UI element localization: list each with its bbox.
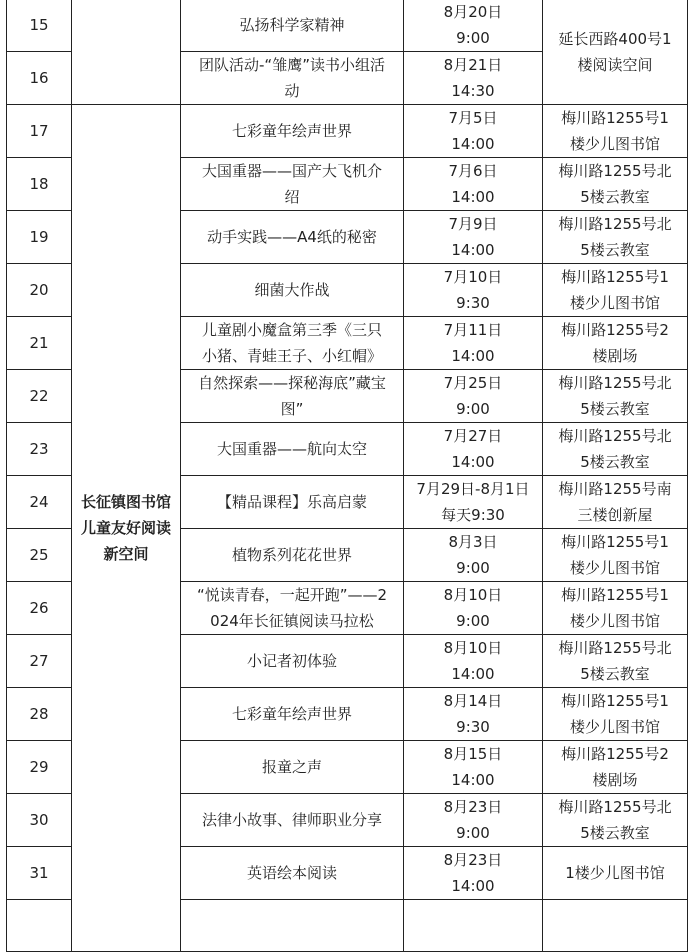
location-line: 楼剧场 xyxy=(592,771,638,789)
location-line: 5楼云教室 xyxy=(580,453,650,471)
activity-title xyxy=(181,52,404,105)
location-line: 5楼云教室 xyxy=(580,665,650,683)
activity-time xyxy=(404,158,543,211)
activity-time xyxy=(404,794,543,847)
time-line: 14:00 xyxy=(451,188,495,206)
location-line: 楼剧场 xyxy=(592,347,638,365)
row-number: 16 xyxy=(7,52,72,105)
row-number: 19 xyxy=(7,211,72,264)
row-number: 29 xyxy=(7,741,72,794)
time-line: 9:00 xyxy=(456,824,490,842)
time-line: 8月3日 xyxy=(448,533,498,551)
location-line: 梅川路1255号北 xyxy=(558,162,672,180)
title-line: 动手实践——A4纸的秘密 xyxy=(207,228,377,246)
activity-time xyxy=(404,317,543,370)
activity-location xyxy=(543,317,688,370)
time-line: 7月25日 xyxy=(443,374,503,392)
table-row xyxy=(7,105,688,158)
title-line: 小猪、青蛙王子、小红帽》 xyxy=(201,347,382,365)
time-line: 14:00 xyxy=(451,135,495,153)
title-line: 细菌大作战 xyxy=(254,281,330,299)
activity-time xyxy=(404,423,543,476)
title-line: “悦读青春，一起开跑”——2 xyxy=(196,586,388,604)
title-line: 报童之声 xyxy=(261,758,322,776)
location-line: 楼少儿图书馆 xyxy=(569,135,660,153)
activity-time xyxy=(404,635,543,688)
title-line: 动 xyxy=(284,82,300,100)
activity-time xyxy=(404,105,543,158)
time-line: 14:00 xyxy=(451,453,495,471)
title-line: 七彩童年绘声世界 xyxy=(231,122,352,140)
row-number: 18 xyxy=(7,158,72,211)
time-line: 8月14日 xyxy=(443,692,503,710)
title-line: 英语绘本阅读 xyxy=(246,864,337,882)
activity-title xyxy=(181,688,404,741)
location-line: 梅川路1255号1 xyxy=(561,109,669,127)
location-line: 5楼云教室 xyxy=(580,188,650,206)
row-number: 31 xyxy=(7,847,72,900)
row-number-empty xyxy=(7,900,72,952)
activity-title xyxy=(181,264,404,317)
activity-location xyxy=(543,529,688,582)
activity-title xyxy=(181,476,404,529)
title-line: 【精品课程】乐高启蒙 xyxy=(216,493,367,511)
title-line: 图” xyxy=(280,400,304,418)
activity-location xyxy=(543,688,688,741)
row-number: 17 xyxy=(7,105,72,158)
title-line: 小记者初体验 xyxy=(246,652,337,670)
location-line: 楼少儿图书馆 xyxy=(569,612,660,630)
time-line: 14:00 xyxy=(451,241,495,259)
location-line: 梅川路1255号北 xyxy=(558,374,672,392)
time-line: 8月23日 xyxy=(443,798,503,816)
activity-title xyxy=(181,847,404,900)
time-line: 8月21日 xyxy=(443,56,503,74)
location-line: 梅川路1255号1 xyxy=(561,692,669,710)
time-line: 14:00 xyxy=(451,771,495,789)
location-line: 楼阅读空间 xyxy=(577,55,653,74)
location-line: 梅川路1255号1 xyxy=(561,586,669,604)
title-line: 团队活动-“雏鹰”读书小组活 xyxy=(199,56,385,74)
row-number: 21 xyxy=(7,317,72,370)
row-number: 30 xyxy=(7,794,72,847)
activity-time xyxy=(404,370,543,423)
activity-title xyxy=(181,0,404,52)
row-number: 15 xyxy=(7,0,72,52)
time-line: 7月6日 xyxy=(448,162,498,180)
location-line: 楼少儿图书馆 xyxy=(569,559,660,577)
activity-location xyxy=(543,264,688,317)
location-line: 三楼创新屋 xyxy=(577,506,653,524)
time-line: 14:30 xyxy=(451,82,495,100)
time-line: 8月10日 xyxy=(443,586,503,604)
activity-location-empty xyxy=(543,900,688,952)
time-line: 14:00 xyxy=(451,877,495,895)
location-line: 梅川路1255号北 xyxy=(558,639,672,657)
activity-location xyxy=(543,847,688,900)
activity-schedule-table xyxy=(6,0,688,952)
time-line: 每天9:30 xyxy=(441,506,505,524)
activity-title xyxy=(181,105,404,158)
row-number: 22 xyxy=(7,370,72,423)
activity-time xyxy=(404,582,543,635)
activity-time xyxy=(404,529,543,582)
title-line: 七彩童年绘声世界 xyxy=(231,705,352,723)
title-line: 弘扬科学家精神 xyxy=(239,16,345,34)
row-number: 20 xyxy=(7,264,72,317)
location-line: 5楼云教室 xyxy=(580,824,650,842)
activity-location xyxy=(543,635,688,688)
time-line: 8月20日 xyxy=(443,3,503,21)
row-number: 28 xyxy=(7,688,72,741)
location-line: 楼少儿图书馆 xyxy=(569,294,660,312)
location-line: 梅川路1255号南 xyxy=(558,480,672,498)
time-line: 9:00 xyxy=(456,612,490,630)
location-line: 1楼少儿图书馆 xyxy=(565,864,665,882)
location-line: 延长西路400号1 xyxy=(558,29,672,48)
time-line: 8月23日 xyxy=(443,851,503,869)
location-line: 梅川路1255号2 xyxy=(561,745,669,763)
activity-location xyxy=(543,158,688,211)
row-number: 27 xyxy=(7,635,72,688)
activity-time xyxy=(404,52,543,105)
time-line: 7月11日 xyxy=(443,321,503,339)
activity-title-empty xyxy=(181,900,404,952)
activity-time xyxy=(404,741,543,794)
location-line: 5楼云教室 xyxy=(580,400,650,418)
activity-title xyxy=(181,794,404,847)
time-line: 9:00 xyxy=(456,400,490,418)
activity-location xyxy=(543,211,688,264)
activity-title xyxy=(181,370,404,423)
activity-title xyxy=(181,582,404,635)
time-line: 8月10日 xyxy=(443,639,503,657)
location-line: 梅川路1255号北 xyxy=(558,798,672,816)
time-line: 14:00 xyxy=(451,665,495,683)
time-line: 7月5日 xyxy=(448,109,498,127)
schedule-body xyxy=(7,0,688,952)
title-line: 自然探索——探秘海底”藏宝 xyxy=(198,374,386,392)
time-line: 9:00 xyxy=(456,559,490,577)
activity-location xyxy=(543,423,688,476)
time-line: 14:00 xyxy=(451,347,495,365)
time-line: 8月15日 xyxy=(443,745,503,763)
activity-location xyxy=(543,370,688,423)
activity-time xyxy=(404,0,543,52)
venue-cell-empty xyxy=(72,0,181,105)
venue-name xyxy=(72,105,181,952)
location-line: 梅川路1255号1 xyxy=(561,533,669,551)
table-row xyxy=(7,0,688,52)
time-line: 9:30 xyxy=(456,294,490,312)
activity-time xyxy=(404,847,543,900)
title-line: 儿童剧小魔盒第三季《三只 xyxy=(201,321,382,339)
activity-location xyxy=(543,0,688,105)
location-line: 5楼云教室 xyxy=(580,241,650,259)
activity-title xyxy=(181,158,404,211)
row-number: 26 xyxy=(7,582,72,635)
time-line: 7月29日-8月1日 xyxy=(416,480,530,498)
title-line: 绍 xyxy=(284,188,300,206)
title-line: 大国重器——航向太空 xyxy=(216,440,367,458)
activity-location xyxy=(543,476,688,529)
activity-title xyxy=(181,317,404,370)
time-line: 7月27日 xyxy=(443,427,503,445)
activity-title xyxy=(181,741,404,794)
time-line: 9:00 xyxy=(456,29,490,47)
activity-title xyxy=(181,635,404,688)
row-number: 25 xyxy=(7,529,72,582)
title-line: 植物系列花花世界 xyxy=(231,546,352,564)
time-line: 7月10日 xyxy=(443,268,503,286)
activity-time xyxy=(404,211,543,264)
activity-location xyxy=(543,582,688,635)
location-line: 梅川路1255号北 xyxy=(558,427,672,445)
row-number: 23 xyxy=(7,423,72,476)
title-line: 法律小故事、律师职业分享 xyxy=(201,811,382,829)
location-line: 楼少儿图书馆 xyxy=(569,718,660,736)
activity-title xyxy=(181,529,404,582)
activity-title xyxy=(181,211,404,264)
location-line: 梅川路1255号北 xyxy=(558,215,672,233)
activity-time-empty xyxy=(404,900,543,952)
time-line: 9:30 xyxy=(456,718,490,736)
activity-location xyxy=(543,741,688,794)
title-line: 大国重器——国产大飞机介 xyxy=(201,162,382,180)
activity-time xyxy=(404,264,543,317)
activity-time xyxy=(404,476,543,529)
location-line: 梅川路1255号1 xyxy=(561,268,669,286)
title-line: 024年长征镇阅读马拉松 xyxy=(210,612,374,630)
time-line: 7月9日 xyxy=(448,215,498,233)
activity-time xyxy=(404,688,543,741)
activity-location xyxy=(543,105,688,158)
location-line: 梅川路1255号2 xyxy=(561,321,669,339)
venue-name-text: 长征镇图书馆儿童友好阅读新空间 xyxy=(80,493,171,563)
row-number: 24 xyxy=(7,476,72,529)
activity-title xyxy=(181,423,404,476)
activity-location xyxy=(543,794,688,847)
